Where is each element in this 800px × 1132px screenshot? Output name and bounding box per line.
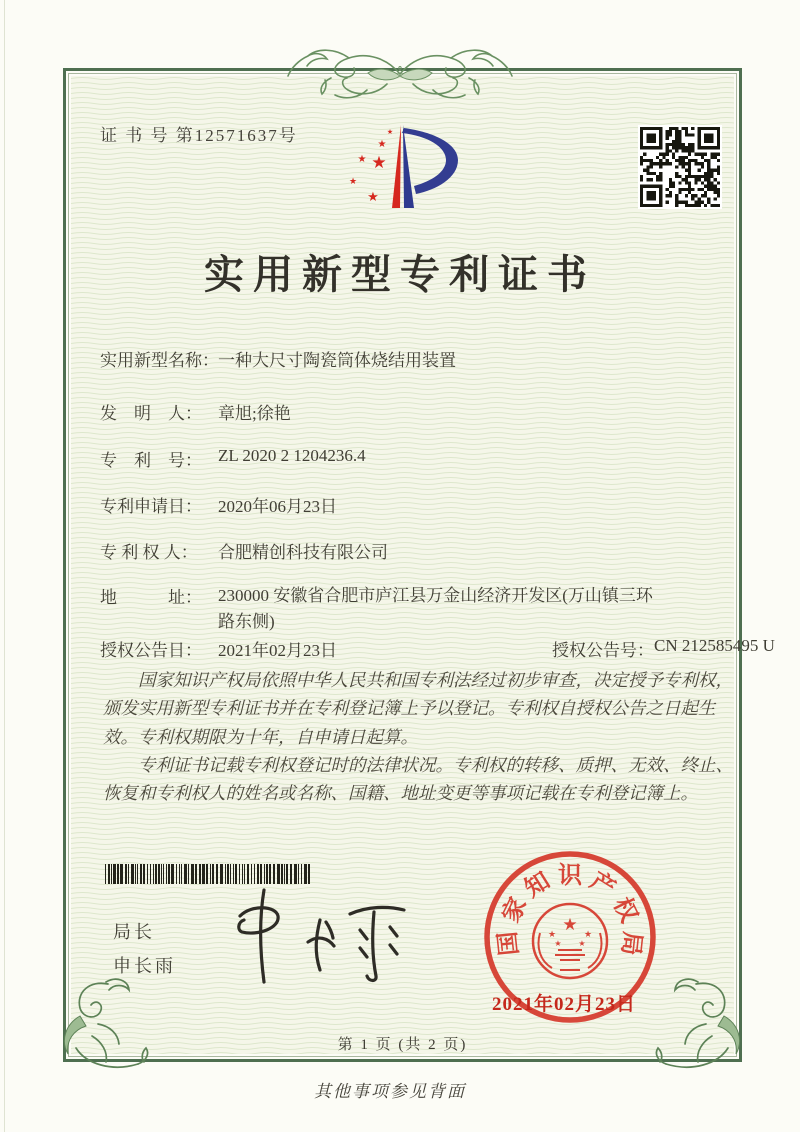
star-icon: ★ bbox=[357, 154, 367, 165]
field-label: 地 址： bbox=[100, 588, 202, 607]
star-icon: ★ bbox=[386, 128, 394, 136]
svg-text:★: ★ bbox=[583, 930, 593, 940]
svg-text:★: ★ bbox=[578, 939, 586, 948]
field-row-grant bbox=[100, 636, 775, 661]
field-value: 2021年02月23日 bbox=[218, 641, 337, 660]
bottom-left-ornament bbox=[46, 976, 158, 1078]
cnipa-logo bbox=[338, 114, 468, 214]
field-row-filing-date bbox=[100, 492, 337, 517]
commissioner-name: 申长雨 bbox=[113, 956, 176, 976]
field-row-address bbox=[100, 583, 666, 636]
seal-char: 国 bbox=[495, 930, 524, 957]
legal-paragraph-1: 国家知识产权局依照中华人民共和国专利法经过初步审查，决定授予专利权，颁发实用新型专利证书并在专利登记簿上予以登记。专利权自授权公告之日起生效。专利权期限为十年，自申请日起算。 bbox=[103, 670, 733, 747]
seal-date: 2021年02月23日 bbox=[492, 994, 637, 1015]
legal-paragraph-2: 专利证书记载专利权登记时的法律状况。专利权的转移、质押、无效、终止、恢复和专利权人的姓名或名称、国籍、地址变更等事项记载在专利登记簿上。 bbox=[103, 755, 733, 804]
field-row-patentee bbox=[100, 538, 388, 563]
field-label: 发 明 人： bbox=[100, 404, 202, 423]
field-value: CN 212585495 U bbox=[654, 636, 775, 655]
top-ornament bbox=[283, 38, 517, 106]
field-row-name bbox=[100, 346, 456, 371]
certificate-number: 证 书 号 第12571637号 bbox=[100, 126, 298, 145]
svg-text:★: ★ bbox=[547, 930, 557, 940]
field-value: 230000 安徽省合肥市庐江县万金山经济开发区(万山镇三环路东侧) bbox=[218, 586, 653, 632]
field-label: 授权公告日： bbox=[100, 641, 202, 660]
page-edge-line bbox=[4, 0, 5, 1132]
star-icon: ★ bbox=[371, 153, 387, 173]
certificate-title: 实用新型专利证书 bbox=[204, 252, 596, 297]
commissioner-signature bbox=[222, 880, 412, 992]
seal-char: 识 bbox=[558, 863, 582, 889]
field-label: 专 利 号： bbox=[100, 451, 202, 470]
field-value: 合肥精创科技有限公司 bbox=[218, 543, 388, 562]
star-icon: ★ bbox=[367, 190, 379, 205]
seal-char: 局 bbox=[616, 930, 645, 957]
svg-text:★: ★ bbox=[562, 915, 578, 935]
star-icon: ★ bbox=[348, 177, 358, 187]
grant-no-group bbox=[552, 636, 775, 661]
svg-text:★: ★ bbox=[554, 939, 562, 948]
field-label: 实用新型名称： bbox=[100, 351, 219, 370]
field-row-patent-no bbox=[100, 446, 366, 471]
field-value: 章旭;徐艳 bbox=[218, 404, 291, 423]
field-label: 授权公告号： bbox=[552, 641, 654, 660]
seal-char: 权 bbox=[607, 893, 642, 927]
field-label: 专 利 权 人： bbox=[100, 543, 198, 562]
field-label: 专利申请日： bbox=[100, 497, 202, 516]
back-side-note: 其他事项参见背面 bbox=[314, 1082, 466, 1101]
star-icon: ★ bbox=[377, 139, 387, 150]
page-number: 第 1 页 (共 2 页) bbox=[337, 1037, 468, 1053]
qr-code-icon bbox=[638, 125, 722, 209]
national-emblem-icon bbox=[533, 904, 607, 978]
seal-char: 家 bbox=[498, 893, 533, 927]
bottom-right-ornament bbox=[646, 976, 758, 1078]
seal-char: 知 bbox=[520, 867, 555, 903]
seal-char: 产 bbox=[585, 867, 620, 903]
legal-text bbox=[103, 666, 735, 808]
commissioner-title: 局长 bbox=[113, 922, 155, 942]
field-value: 一种大尺寸陶瓷筒体烧结用装置 bbox=[218, 351, 456, 370]
field-row-inventor bbox=[100, 399, 291, 424]
field-value: 2020年06月23日 bbox=[218, 497, 337, 516]
field-value: ZL 2020 2 1204236.4 bbox=[218, 446, 366, 465]
